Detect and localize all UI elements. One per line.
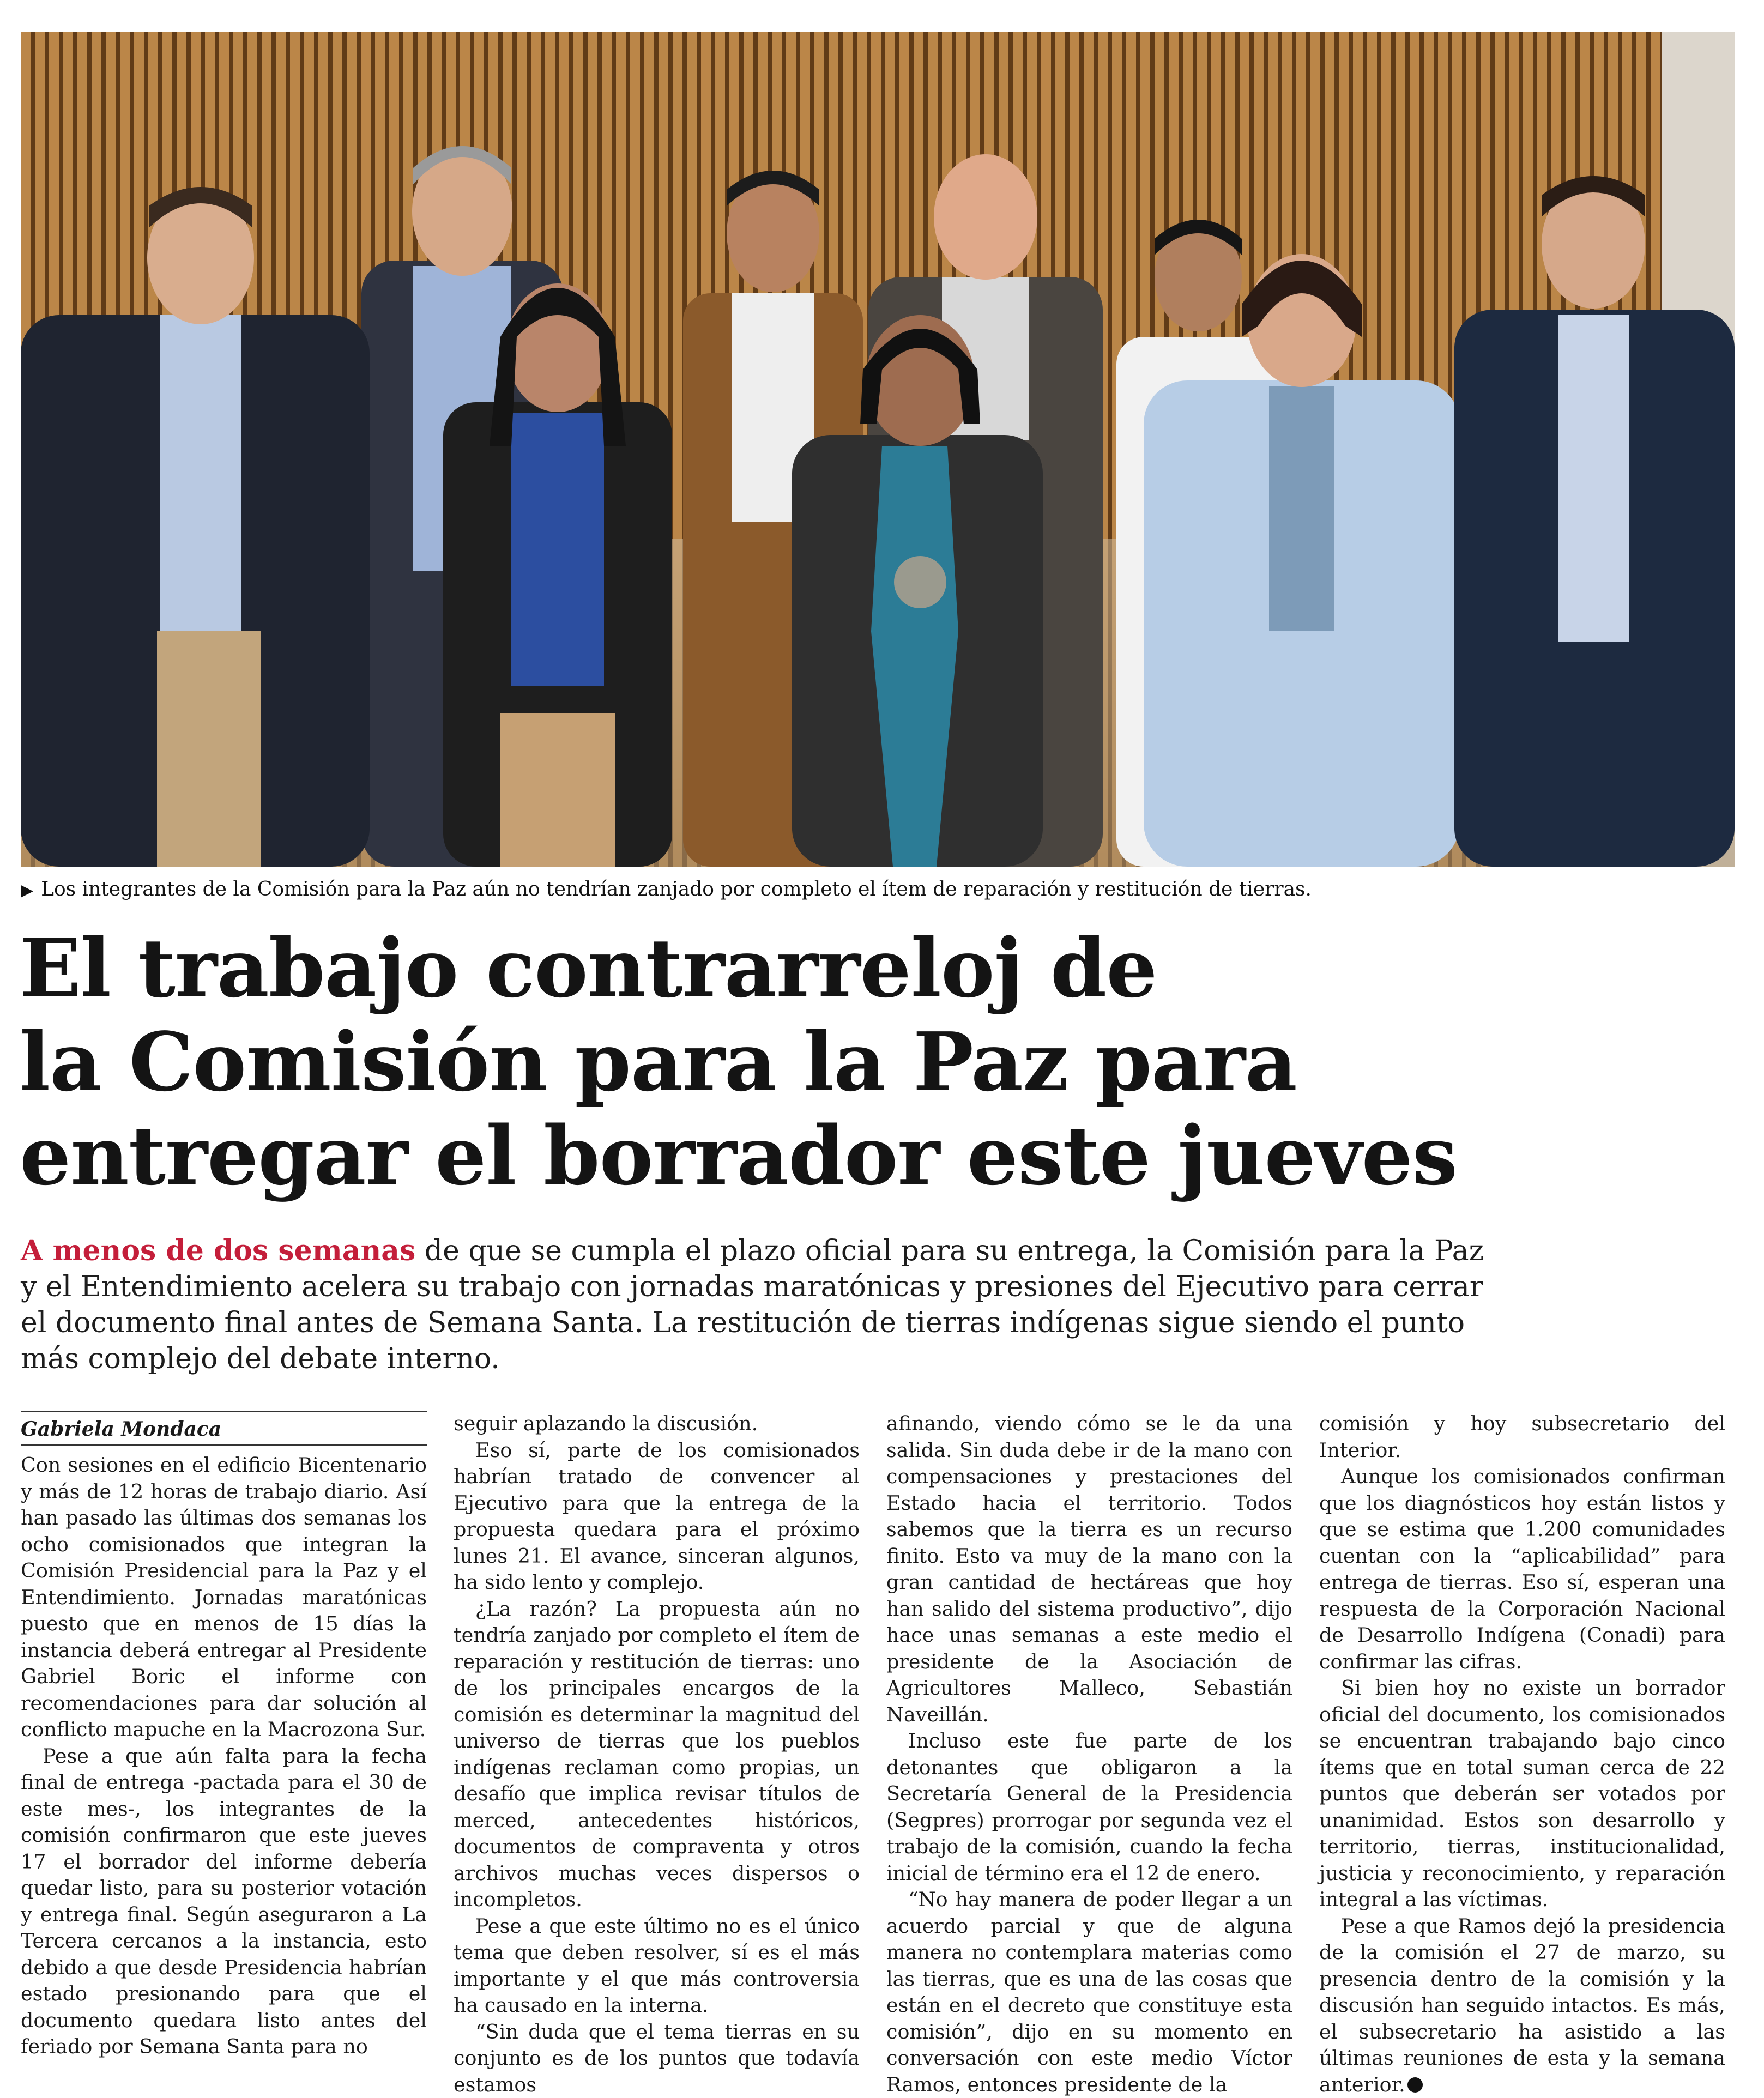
paragraph: Pese a que aún falta para la fecha final de entrega -pactada para el 30 de este mes-, los integrantes de la comisión confirmaron que este jueves 17 el borrador del informe debería quedar listo, para su posterior votación y entrega final. Según aseguraron a La Tercera cercanos a la instancia, esto debido a que desde Presidencia habrían estado presionando para que el documento quedara listo antes del feriado por Semana Santa para no: [21, 1743, 427, 2060]
paragraph: comisión y hoy subsecretario del Interior.: [1319, 1411, 1725, 1464]
paragraph: afinando, viendo cómo se le da una salida. Sin duda debe ir de la mano con compensaciones y prestaciones del Estado hacia el territorio. Todos sabemos que la tierra es un recurso finito. Esto va muy de la mano con la gran cantidad de hectáreas que hoy han salido del sistema productivo”, dijo hace unas semanas a este medio el presidente de la Asociación de Agricultores Malleco, Sebastián Naveillán.: [886, 1411, 1292, 1728]
group-photo-image: [21, 32, 1735, 867]
photo-caption: [21, 876, 1735, 904]
paragraph: Aunque los comisionados confirman que los diagnósticos hoy están listos y que se estima que 1.200 comunidades cuentan con la “aplicabilidad” para entrega de tierras. Eso sí, esperan una respuesta de la Corporación Nacional de Desarrollo Indígena (Conadi) para confirmar las cifras.: [1319, 1464, 1725, 1675]
group-photo: [21, 32, 1735, 867]
end-of-article-icon: [1407, 2077, 1423, 2093]
byline-rule: [21, 1444, 427, 1446]
paragraph: Con sesiones en el edificio Bicentenario y más de 12 horas de trabajo diario. Así han pasado las últimas dos semanas los ocho comisionados que integran la Comisión Presidencial para la Paz y el Entendimiento. Jornadas maratónicas puesto que en menos de 15 días la instancia deberá entregar al Presidente Gabriel Boric el informe con recomendaciones para dar solución al conflicto mapuche en la Macrozona Sur.: [21, 1452, 427, 1743]
paragraph: “No hay manera de poder llegar a un acuerdo parcial y que de alguna manera no contemplara materias como las tierras, que es una de las cosas que están en el decreto que constituye esta comisión”, dijo en su momento en conversación con este medio Víctor Ramos, entonces presidente de la: [886, 1887, 1292, 2098]
paragraph: Incluso este fue parte de los detonantes que obligaron a la Secretaría General de la Presidencia (Segpres) prorrogar por segunda vez el trabajo de la comisión, cuando la fecha inicial de término era el 12 de enero.: [886, 1728, 1292, 1887]
deck-lead: A menos de dos semanas: [21, 1234, 415, 1267]
article-column-4: [1319, 1411, 1725, 2098]
headline-line: El trabajo contrarreloj de: [20, 921, 1737, 1015]
headline: [20, 921, 1737, 1202]
deck-text: de que se cumpla el plazo oficial para su entrega, la Comisión para la Paz: [415, 1235, 1484, 1267]
caption-text: Los integrantes de la Comisión para la Paz aún no tendrían zanjado por completo el ítem de reparación y restitución de tierras.: [41, 878, 1312, 900]
headline-line: la Comisión para la Paz para: [20, 1015, 1737, 1109]
caption-marker-icon: ▶: [21, 878, 33, 904]
deck-text: el documento final antes de Semana Santa. La restitución de tierras indígenas sigue siendo el punto: [21, 1305, 1384, 1341]
paragraph: ¿La razón? La propuesta aún no tendría zanjado por completo el ítem de reparación y restitución de tierras: uno de los principales encargos de la comisión es determinar la magnitud del universo de tierras que los pueblos indígenas reclaman como propias, un desafío que implica revisar títulos de merced, antecedentes históricos, documentos de compraventa y otros archivos muchas veces dispersos o incompletos.: [454, 1596, 860, 1913]
deck-text: y el Entendimiento acelera su trabajo con jornadas maratónicas y presiones del Ejecutivo para cerrar: [21, 1269, 1384, 1305]
paragraph: seguir aplazando la discusión.: [454, 1411, 860, 1437]
paragraph-text: Pese a que Ramos dejó la presidencia de la comisión el 27 de marzo, su presencia dentro de la comisión y la discusión han seguido intactos. Es más, el subsecretario ha asistido a las últimas reuniones de esta y la semana anterior.: [1319, 1914, 1725, 2096]
paragraph: Pese a que este último no es el único tema que deben resolver, sí es el más importante y el que más controversia ha causado en la interna.: [454, 1913, 860, 2019]
deck-summary: [21, 1233, 1384, 1377]
article-column-3: [886, 1411, 1292, 2098]
headline-line: entregar el borrador este jueves: [20, 1109, 1737, 1202]
article-column-2: [454, 1411, 860, 2098]
deck-text: más complejo del debate interno.: [21, 1341, 1384, 1377]
paragraph: Si bien hoy no existe un borrador oficial del documento, los comisionados se encuentran trabajando bajo cinco ítems que en total suman cerca de 22 puntos que deberán ser votados por unanimidad. Estos son desarrollo y territorio, tierras, institucionalidad, justicia y reconocimiento, y reparación integral a las víctimas.: [1319, 1675, 1725, 1913]
byline-rule: [21, 1411, 427, 1412]
paragraph-final: [1319, 1913, 1725, 2098]
paragraph: “Sin duda que el tema tierras en su conjunto es de los puntos que todavía estamos: [454, 2019, 860, 2098]
article-column-1: [21, 1452, 427, 2060]
byline: Gabriela Mondaca: [21, 1416, 427, 1442]
paragraph: Eso sí, parte de los comisionados habrían tratado de convencer al Ejecutivo para que la entrega de la propuesta quedara para el próximo lunes 21. El avance, sinceran algunos, ha sido lento y complejo.: [454, 1437, 860, 1596]
